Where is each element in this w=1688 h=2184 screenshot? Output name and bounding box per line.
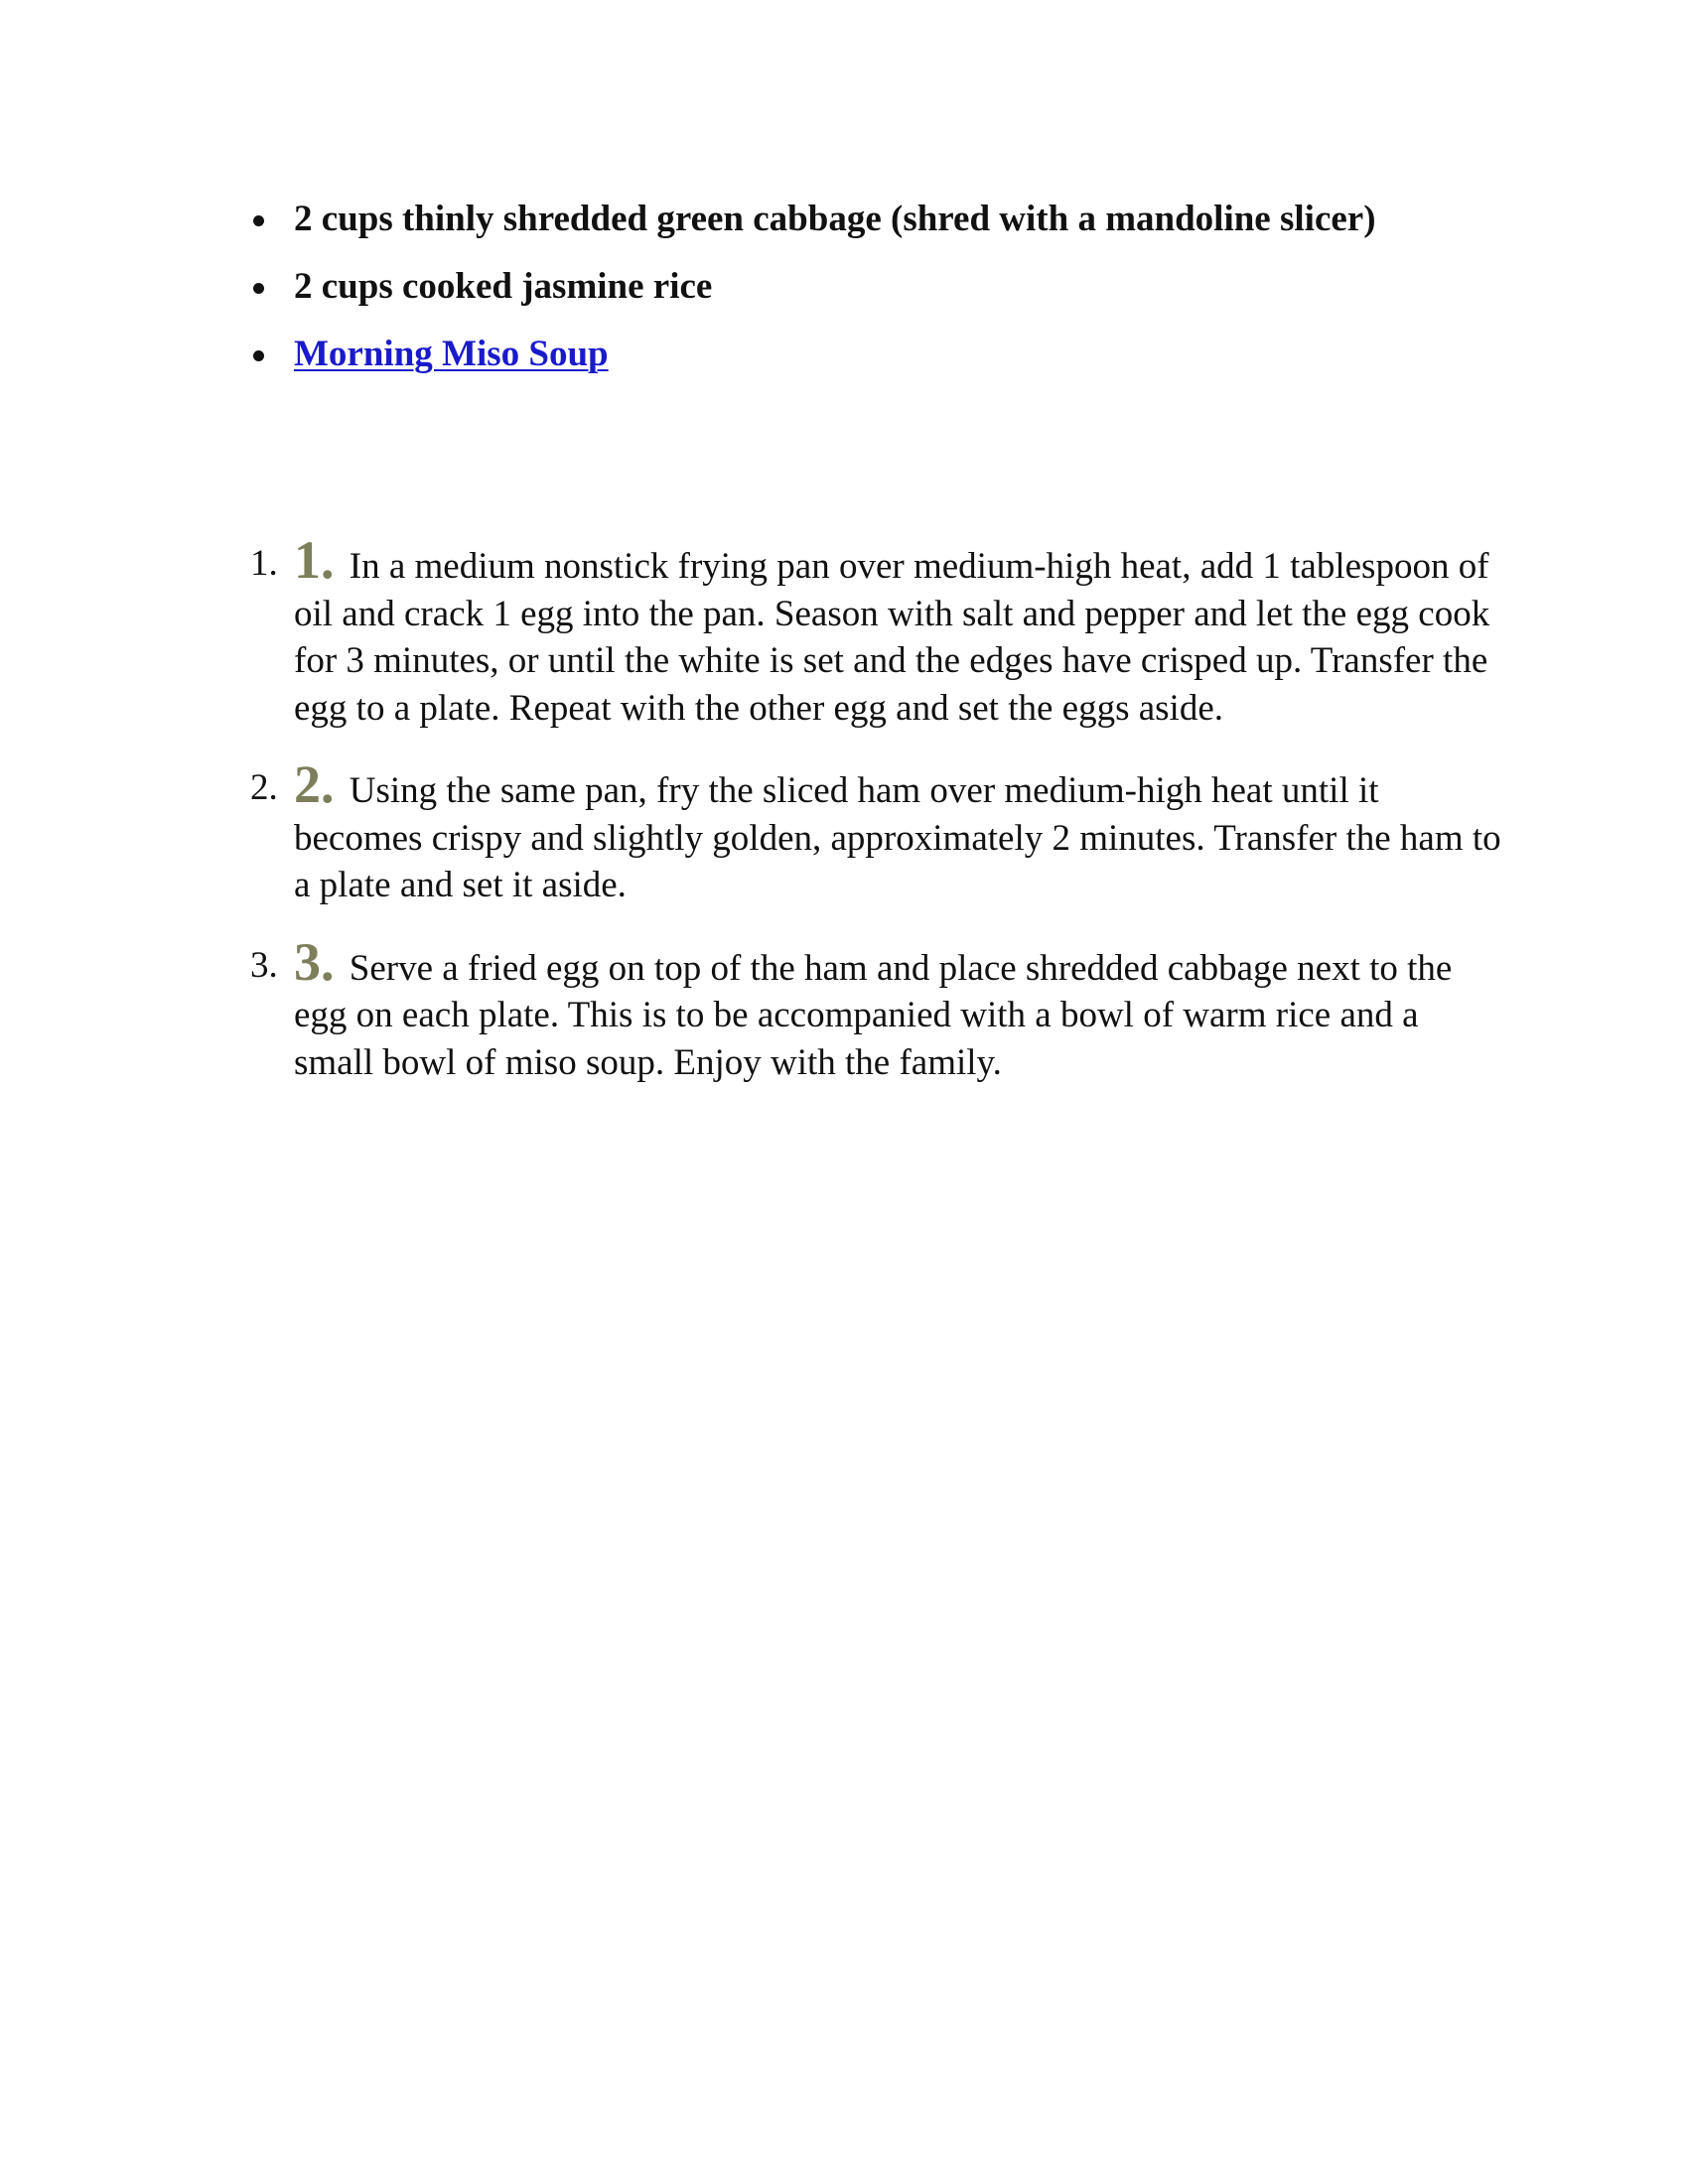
- bullet-icon: [253, 283, 264, 294]
- ingredient-text: 2 cups cooked jasmine rice: [294, 266, 713, 307]
- miso-soup-link[interactable]: Morning Miso Soup: [294, 334, 609, 374]
- bullet-icon: [253, 350, 264, 361]
- step-list-marker: 2.: [250, 767, 278, 808]
- step-list-marker: 1.: [250, 543, 278, 584]
- step-number: 2.: [294, 754, 335, 814]
- step-number: 1.: [294, 530, 335, 590]
- step-text: Using the same pan, fry the sliced ham over medium-high heat until it becomes crispy and slightly golden, approximately 2 minutes. Transfer the ham to a plate and set it aside.: [294, 770, 1501, 905]
- instruction-step: [250, 530, 1501, 732]
- ingredient-item: [250, 197, 1491, 242]
- ingredient-item: [250, 264, 1491, 310]
- ingredient-item: [250, 332, 1491, 377]
- ingredient-text: 2 cups thinly shredded green cabbage (shred with a mandoline slicer): [294, 199, 1376, 239]
- step-text: In a medium nonstick frying pan over medium-high heat, add 1 tablespoon of oil and crack 1 egg into the pan. Season with salt and pepper and let the egg cook for 3 minutes, or until the white is set and the edges have crisped up. Transfer the egg to a plate. Repeat with the other egg and set the eggs aside.: [294, 546, 1490, 729]
- ingredient-list: [250, 197, 1491, 399]
- instruction-list: [250, 530, 1501, 1119]
- instruction-step: [250, 754, 1501, 909]
- bullet-icon: [253, 215, 264, 226]
- step-text: Serve a fried egg on top of the ham and place shredded cabbage next to the egg on each plate. This is to be accompanied with a bowl of warm rice and a small bowl of miso soup. Enjoy with the family.: [294, 947, 1453, 1083]
- instruction-step: [250, 931, 1501, 1087]
- step-number: 3.: [294, 931, 335, 992]
- step-list-marker: 3.: [250, 944, 278, 986]
